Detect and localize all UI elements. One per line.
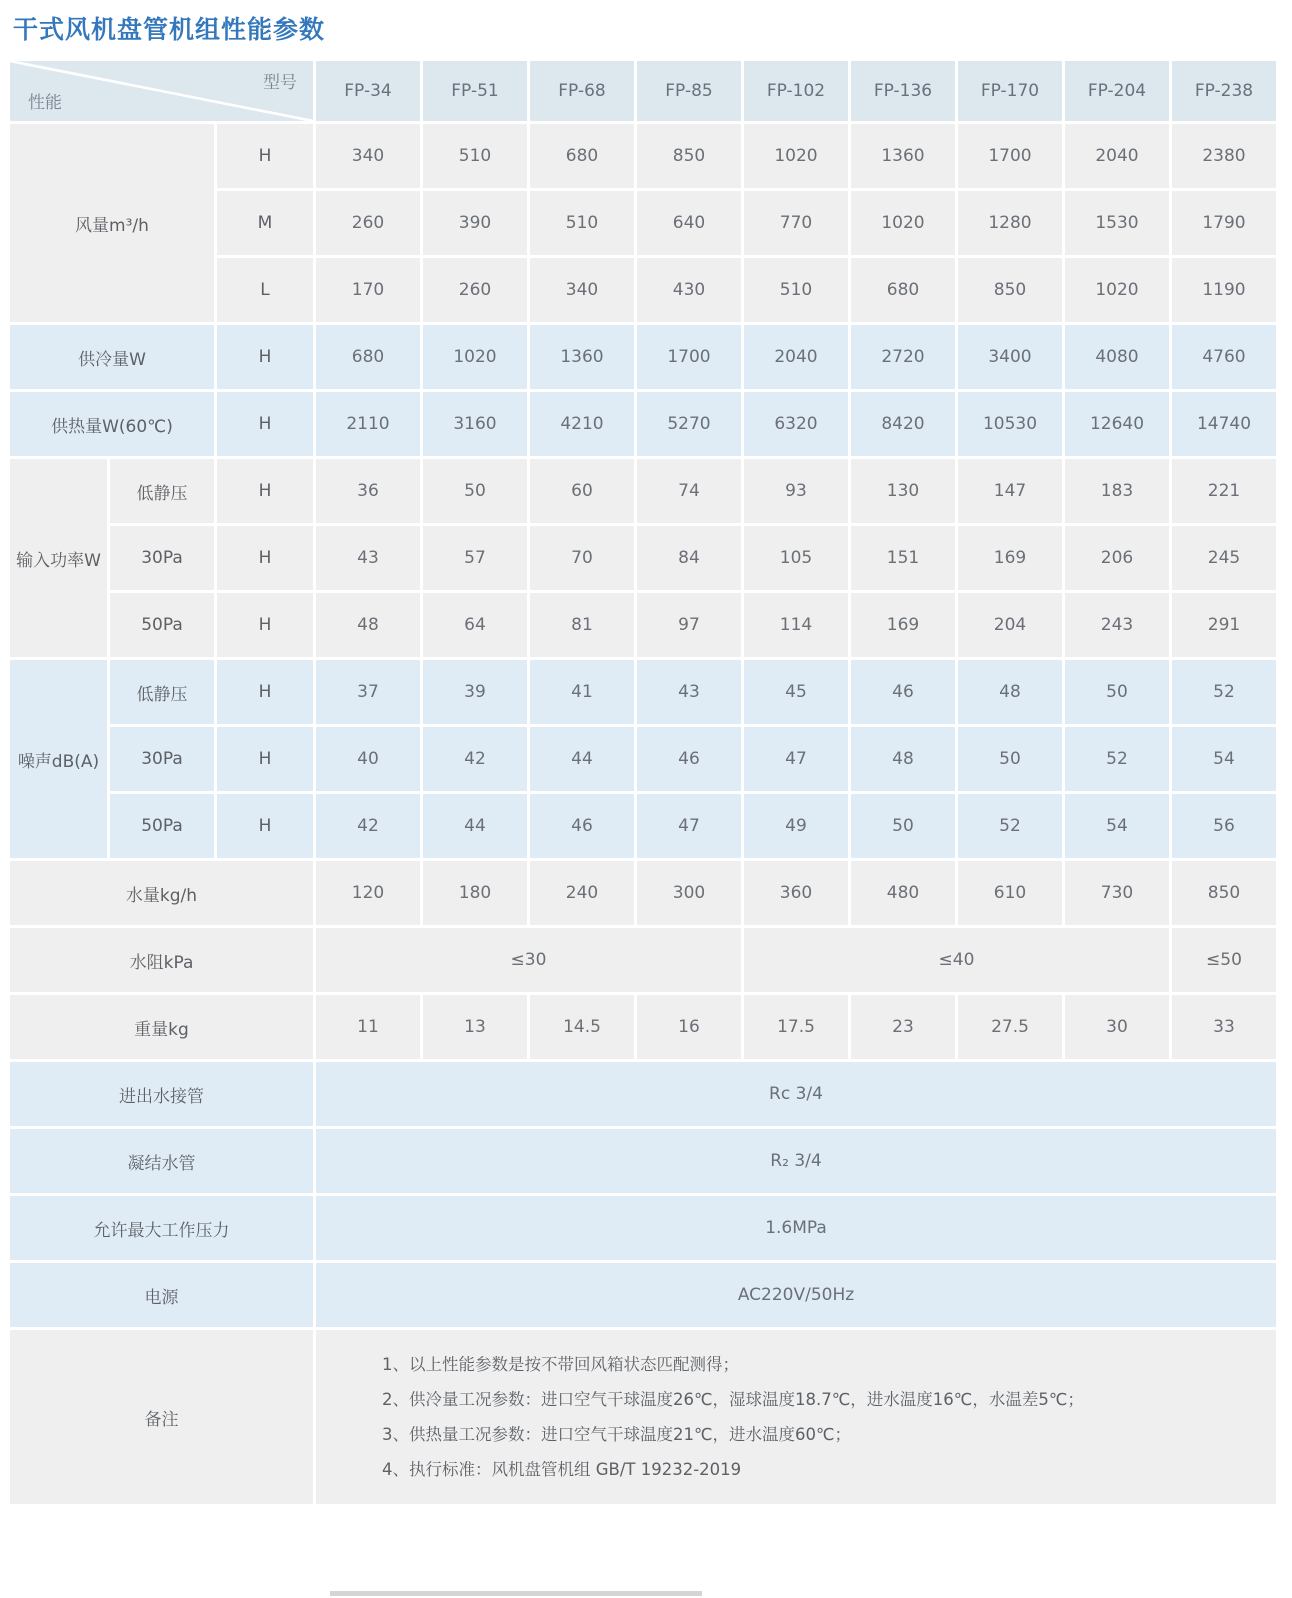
- value-cell: 4210: [530, 392, 634, 456]
- noise-row-lowstatic: [10, 660, 1276, 724]
- value-cell: 221: [1172, 459, 1276, 523]
- value-cell: 81: [530, 593, 634, 657]
- value-cell: 147: [958, 459, 1062, 523]
- water-flow-row: [10, 861, 1276, 925]
- value-cell: 1.6MPa: [316, 1196, 1276, 1260]
- value-cell: 4760: [1172, 325, 1276, 389]
- value-cell: 16: [637, 995, 741, 1059]
- cooling-label: 供冷量W: [10, 325, 214, 389]
- value-cell: 291: [1172, 593, 1276, 657]
- note-line: 1、以上性能参数是按不带回风箱状态匹配测得；: [382, 1355, 739, 1374]
- value-cell: 180: [423, 861, 527, 925]
- condensate-row: [10, 1129, 1276, 1193]
- power-supply-label: 电源: [10, 1263, 313, 1327]
- value-cell: 30: [1065, 995, 1169, 1059]
- sub-label: 低静压: [110, 660, 214, 724]
- value-cell: 23: [851, 995, 955, 1059]
- airflow-row-h: [10, 124, 1276, 188]
- value-cell: 105: [744, 526, 848, 590]
- value-cell: 1360: [851, 124, 955, 188]
- value-cell: ≤50: [1172, 928, 1276, 992]
- notes-label: 备注: [10, 1330, 313, 1504]
- value-cell: 430: [637, 258, 741, 322]
- value-cell: 130: [851, 459, 955, 523]
- value-cell: 43: [316, 526, 420, 590]
- speed-cell: H: [217, 526, 313, 590]
- header-corner-cell: [10, 61, 313, 121]
- value-cell: 10530: [958, 392, 1062, 456]
- value-cell: 43: [637, 660, 741, 724]
- value-cell: 480: [851, 861, 955, 925]
- speed-cell: L: [217, 258, 313, 322]
- value-cell: R₂ 3/4: [316, 1129, 1276, 1193]
- value-cell: 114: [744, 593, 848, 657]
- value-cell: 48: [851, 727, 955, 791]
- value-cell: 640: [637, 191, 741, 255]
- value-cell: 97: [637, 593, 741, 657]
- value-cell: 680: [530, 124, 634, 188]
- value-cell: 74: [637, 459, 741, 523]
- value-cell: 13: [423, 995, 527, 1059]
- notes-row: [10, 1330, 1276, 1504]
- speed-cell: H: [217, 459, 313, 523]
- value-cell: FP-85: [637, 61, 741, 121]
- value-cell: 8420: [851, 392, 955, 456]
- value-cell: 360: [744, 861, 848, 925]
- value-cell: 33: [1172, 995, 1276, 1059]
- value-cell: 206: [1065, 526, 1169, 590]
- value-cell: 169: [851, 593, 955, 657]
- sub-label: 50Pa: [110, 794, 214, 858]
- speed-cell: H: [217, 325, 313, 389]
- value-cell: 204: [958, 593, 1062, 657]
- value-cell: 46: [851, 660, 955, 724]
- value-cell: 240: [530, 861, 634, 925]
- value-cell: 1790: [1172, 191, 1276, 255]
- value-cell: 50: [851, 794, 955, 858]
- value-cell: 1020: [744, 124, 848, 188]
- value-cell: FP-204: [1065, 61, 1169, 121]
- pipe-in-out-row: [10, 1062, 1276, 1126]
- value-cell: 64: [423, 593, 527, 657]
- value-cell: 770: [744, 191, 848, 255]
- noise-label: 噪声dB(A): [10, 660, 107, 858]
- corner-model-label: 型号: [263, 73, 297, 93]
- value-cell: 50: [958, 727, 1062, 791]
- value-cell: 390: [423, 191, 527, 255]
- value-cell: 3160: [423, 392, 527, 456]
- value-cell: 57: [423, 526, 527, 590]
- water-resistance-row: [10, 928, 1276, 992]
- value-cell: 48: [316, 593, 420, 657]
- value-cell: 510: [744, 258, 848, 322]
- value-cell: 12640: [1065, 392, 1169, 456]
- water-flow-label: 水量kg/h: [10, 861, 313, 925]
- value-cell: 300: [637, 861, 741, 925]
- value-cell: FP-102: [744, 61, 848, 121]
- value-cell: 70: [530, 526, 634, 590]
- value-cell: 47: [744, 727, 848, 791]
- value-cell: 1360: [530, 325, 634, 389]
- heating-label: 供热量W(60℃): [10, 392, 214, 456]
- cropped-edge-artifact: [330, 1591, 702, 1596]
- value-cell: 54: [1065, 794, 1169, 858]
- value-cell: 56: [1172, 794, 1276, 858]
- value-cell: 1190: [1172, 258, 1276, 322]
- speed-cell: H: [217, 727, 313, 791]
- value-cell: 850: [1172, 861, 1276, 925]
- value-cell: 1280: [958, 191, 1062, 255]
- value-cell: 1530: [1065, 191, 1169, 255]
- value-cell: 1700: [958, 124, 1062, 188]
- value-cell: 60: [530, 459, 634, 523]
- value-cell: 850: [637, 124, 741, 188]
- value-cell: 44: [423, 794, 527, 858]
- value-cell: FP-51: [423, 61, 527, 121]
- value-cell: 44: [530, 727, 634, 791]
- value-cell: 14.5: [530, 995, 634, 1059]
- value-cell: AC220V/50Hz: [316, 1263, 1276, 1327]
- value-cell: 4080: [1065, 325, 1169, 389]
- value-cell: 169: [958, 526, 1062, 590]
- pipe-in-out-label: 进出水接管: [10, 1062, 313, 1126]
- corner-performance-label: 性能: [28, 93, 62, 113]
- value-cell: 120: [316, 861, 420, 925]
- value-cell: 151: [851, 526, 955, 590]
- value-cell: 37: [316, 660, 420, 724]
- value-cell: 50: [1065, 660, 1169, 724]
- value-cell: 6320: [744, 392, 848, 456]
- value-cell: 5270: [637, 392, 741, 456]
- value-cell: 36: [316, 459, 420, 523]
- value-cell: 41: [530, 660, 634, 724]
- value-cell: 340: [530, 258, 634, 322]
- value-cell: 340: [316, 124, 420, 188]
- max-pressure-row: [10, 1196, 1276, 1260]
- value-cell: 27.5: [958, 995, 1062, 1059]
- notes-cell: [316, 1330, 1276, 1504]
- value-cell: 510: [530, 191, 634, 255]
- spec-table: [7, 58, 1279, 1507]
- value-cell: 680: [316, 325, 420, 389]
- sub-label: 50Pa: [110, 593, 214, 657]
- value-cell: 42: [423, 727, 527, 791]
- note-line: 2、供冷量工况参数：进口空气干球温度26℃，湿球温度18.7℃，进水温度16℃，水温差5℃；: [382, 1390, 1084, 1409]
- value-cell: 680: [851, 258, 955, 322]
- value-cell: 40: [316, 727, 420, 791]
- weight-row: [10, 995, 1276, 1059]
- noise-row-30pa: [10, 727, 1276, 791]
- speed-cell: M: [217, 191, 313, 255]
- value-cell: FP-170: [958, 61, 1062, 121]
- speed-cell: H: [217, 794, 313, 858]
- noise-row-50pa: [10, 794, 1276, 858]
- value-cell: ≤40: [744, 928, 1169, 992]
- sub-label: 30Pa: [110, 727, 214, 791]
- value-cell: 45: [744, 660, 848, 724]
- value-cell: 42: [316, 794, 420, 858]
- value-cell: 14740: [1172, 392, 1276, 456]
- heating-row: [10, 392, 1276, 456]
- speed-cell: H: [217, 392, 313, 456]
- value-cell: 730: [1065, 861, 1169, 925]
- header-row: [10, 61, 1276, 121]
- cooling-row: [10, 325, 1276, 389]
- power-row-lowstatic: [10, 459, 1276, 523]
- power-supply-row: [10, 1263, 1276, 1327]
- value-cell: 1020: [851, 191, 955, 255]
- value-cell: 170: [316, 258, 420, 322]
- value-cell: 48: [958, 660, 1062, 724]
- value-cell: Rc 3/4: [316, 1062, 1276, 1126]
- condensate-label: 凝结水管: [10, 1129, 313, 1193]
- value-cell: 11: [316, 995, 420, 1059]
- sub-label: 低静压: [110, 459, 214, 523]
- value-cell: 510: [423, 124, 527, 188]
- value-cell: 17.5: [744, 995, 848, 1059]
- value-cell: 54: [1172, 727, 1276, 791]
- value-cell: 1020: [423, 325, 527, 389]
- value-cell: 49: [744, 794, 848, 858]
- page-title: 干式风机盘管机组性能参数: [13, 15, 326, 44]
- value-cell: 52: [958, 794, 1062, 858]
- value-cell: 2040: [1065, 124, 1169, 188]
- value-cell: 46: [530, 794, 634, 858]
- value-cell: FP-34: [316, 61, 420, 121]
- value-cell: FP-68: [530, 61, 634, 121]
- value-cell: 1020: [1065, 258, 1169, 322]
- speed-cell: H: [217, 593, 313, 657]
- value-cell: 52: [1172, 660, 1276, 724]
- max-pressure-label: 允许最大工作压力: [10, 1196, 313, 1260]
- note-line: 4、执行标准：风机盘管机组 GB/T 19232-2019: [382, 1460, 742, 1479]
- value-cell: 39: [423, 660, 527, 724]
- value-cell: 84: [637, 526, 741, 590]
- value-cell: 245: [1172, 526, 1276, 590]
- value-cell: FP-136: [851, 61, 955, 121]
- value-cell: 260: [316, 191, 420, 255]
- value-cell: 50: [423, 459, 527, 523]
- power-row-30pa: [10, 526, 1276, 590]
- value-cell: 52: [1065, 727, 1169, 791]
- value-cell: 2110: [316, 392, 420, 456]
- value-cell: 46: [637, 727, 741, 791]
- value-cell: 183: [1065, 459, 1169, 523]
- value-cell: 3400: [958, 325, 1062, 389]
- airflow-label: 风量m³/h: [10, 124, 214, 322]
- value-cell: 850: [958, 258, 1062, 322]
- value-cell: 2040: [744, 325, 848, 389]
- value-cell: ≤30: [316, 928, 741, 992]
- water-resistance-label: 水阻kPa: [10, 928, 313, 992]
- value-cell: 260: [423, 258, 527, 322]
- value-cell: 610: [958, 861, 1062, 925]
- value-cell: 47: [637, 794, 741, 858]
- power-label: 输入功率W: [10, 459, 107, 657]
- value-cell: 93: [744, 459, 848, 523]
- speed-cell: H: [217, 124, 313, 188]
- power-row-50pa: [10, 593, 1276, 657]
- sub-label: 30Pa: [110, 526, 214, 590]
- value-cell: 2380: [1172, 124, 1276, 188]
- note-line: 3、供热量工况参数：进口空气干球温度21℃，进水温度60℃；: [382, 1425, 852, 1444]
- value-cell: 1700: [637, 325, 741, 389]
- speed-cell: H: [217, 660, 313, 724]
- weight-label: 重量kg: [10, 995, 313, 1059]
- value-cell: FP-238: [1172, 61, 1276, 121]
- value-cell: 243: [1065, 593, 1169, 657]
- value-cell: 2720: [851, 325, 955, 389]
